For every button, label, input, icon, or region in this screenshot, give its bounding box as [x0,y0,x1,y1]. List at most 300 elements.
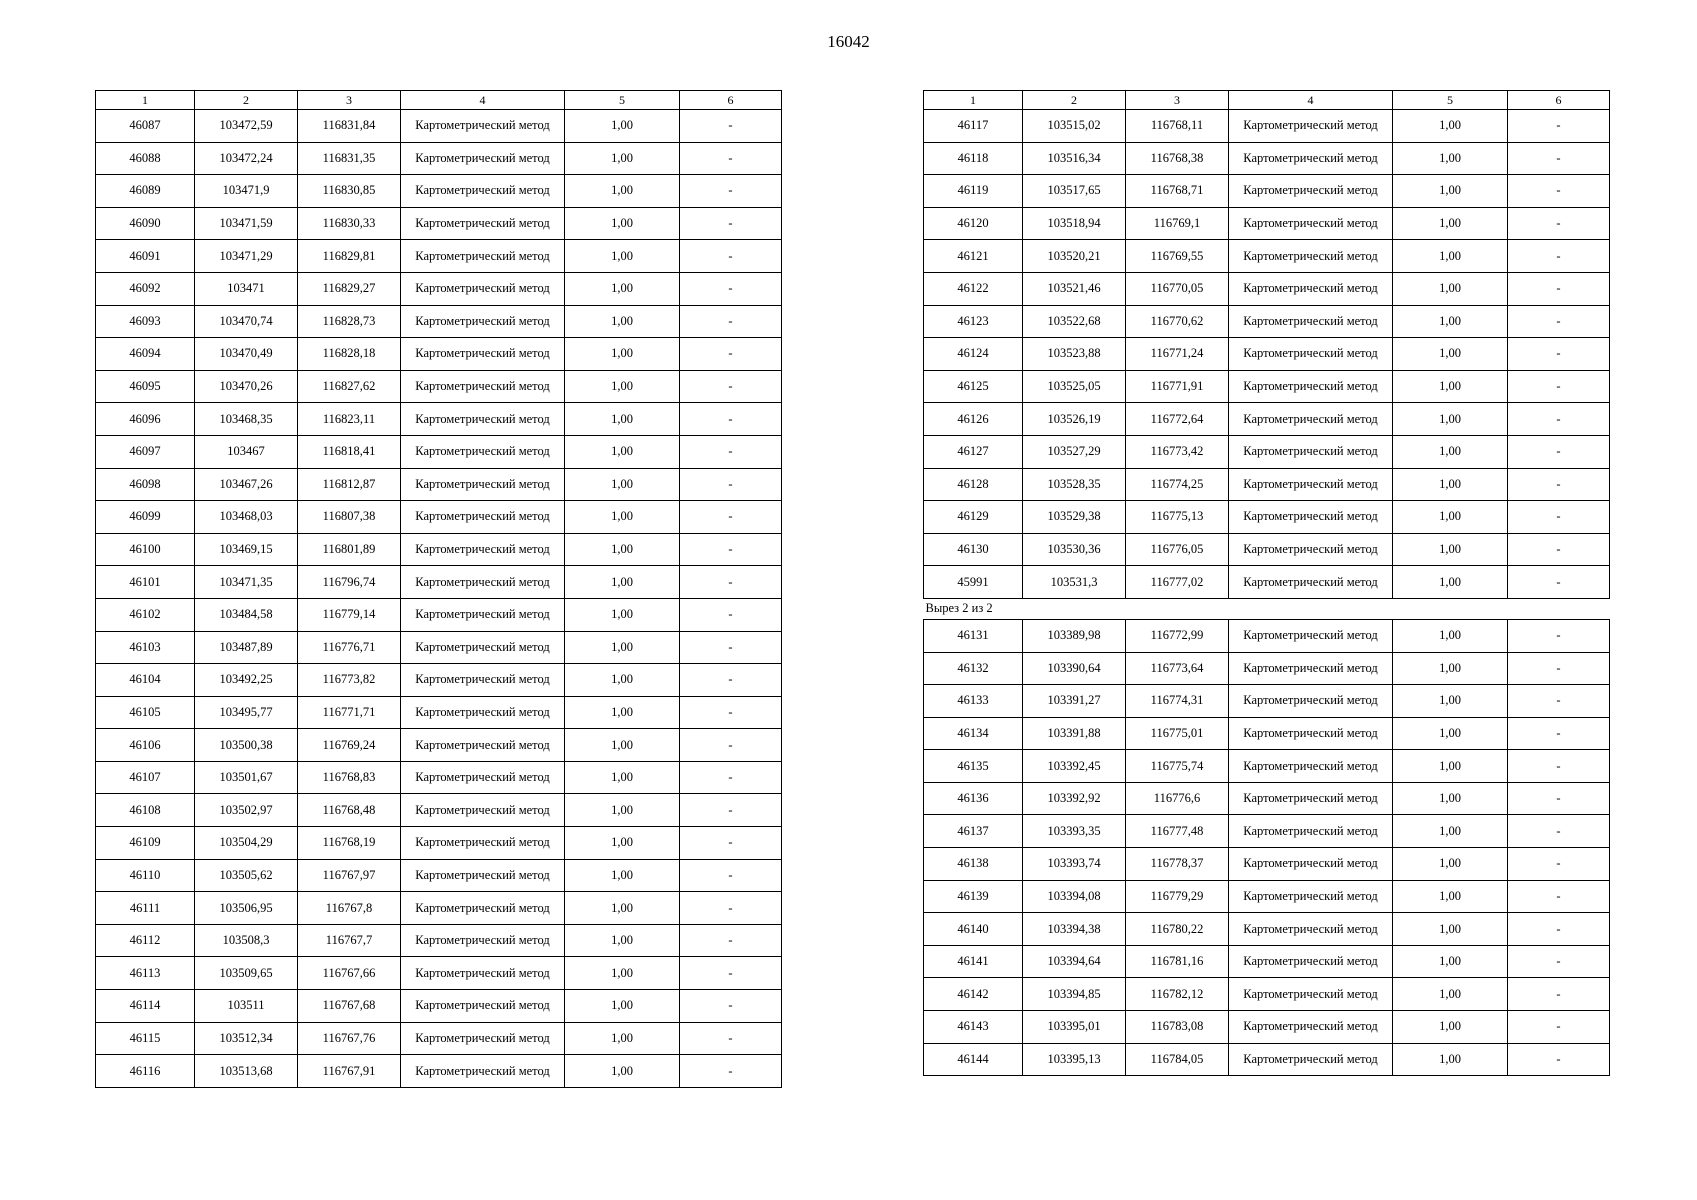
x-coordinate-cell: 103523,88 [1023,338,1126,371]
accuracy-cell: 1,00 [565,990,680,1023]
accuracy-cell: 1,00 [1393,110,1508,143]
x-coordinate-cell: 103502,97 [195,794,298,827]
description-cell: - [1508,305,1610,338]
method-cell: Картометрический метод [1229,717,1393,750]
y-coordinate-cell: 116780,22 [1126,913,1229,946]
x-coordinate-cell: 103529,38 [1023,501,1126,534]
description-cell: - [1508,468,1610,501]
accuracy-cell: 1,00 [565,240,680,273]
point-number-cell: 46102 [96,598,195,631]
accuracy-cell: 1,00 [1393,566,1508,599]
table-row [96,827,782,860]
description-cell: - [1508,1011,1610,1044]
coordinates-table-left [95,90,782,1088]
method-cell: Картометрический метод [1229,685,1393,718]
x-coordinate-cell: 103531,3 [1023,566,1126,599]
method-cell: Картометрический метод [401,729,565,762]
y-coordinate-cell: 116767,91 [298,1055,401,1088]
y-coordinate-cell: 116779,14 [298,598,401,631]
method-cell: Картометрический метод [401,696,565,729]
x-coordinate-cell: 103467,26 [195,468,298,501]
table-row [924,782,1610,815]
description-cell: - [680,1055,782,1088]
y-coordinate-cell: 116777,48 [1126,815,1229,848]
point-number-cell: 46088 [96,142,195,175]
y-coordinate-cell: 116783,08 [1126,1011,1229,1044]
description-cell: - [1508,533,1610,566]
method-cell: Картометрический метод [401,827,565,860]
y-coordinate-cell: 116829,81 [298,240,401,273]
accuracy-cell: 1,00 [1393,945,1508,978]
accuracy-cell: 1,00 [565,175,680,208]
y-coordinate-cell: 116828,73 [298,305,401,338]
accuracy-cell: 1,00 [565,468,680,501]
table-row [96,598,782,631]
point-number-cell: 46127 [924,435,1023,468]
point-number-cell: 46139 [924,880,1023,913]
table-row [924,945,1610,978]
method-cell: Картометрический метод [401,892,565,925]
y-coordinate-cell: 116775,01 [1126,717,1229,750]
table-row [924,240,1610,273]
y-coordinate-cell: 116801,89 [298,533,401,566]
x-coordinate-cell: 103472,24 [195,142,298,175]
description-cell: - [680,403,782,436]
accuracy-cell: 1,00 [1393,501,1508,534]
point-number-cell: 46119 [924,175,1023,208]
description-cell: - [680,892,782,925]
point-number-cell: 46110 [96,859,195,892]
point-number-cell: 46115 [96,1022,195,1055]
x-coordinate-cell: 103393,35 [1023,815,1126,848]
description-cell: - [680,435,782,468]
method-cell: Картометрический метод [1229,110,1393,143]
x-coordinate-cell: 103509,65 [195,957,298,990]
description-cell: - [680,794,782,827]
point-number-cell: 46108 [96,794,195,827]
point-number-cell: 46111 [96,892,195,925]
table-row [96,990,782,1023]
accuracy-cell: 1,00 [565,272,680,305]
point-number-cell: 46099 [96,501,195,534]
method-cell: Картометрический метод [1229,533,1393,566]
method-cell: Картометрический метод [401,761,565,794]
table-row [96,435,782,468]
table-row [96,761,782,794]
column-header: 3 [1126,91,1229,110]
method-cell: Картометрический метод [1229,1043,1393,1076]
description-cell: - [1508,272,1610,305]
table-row [924,685,1610,718]
description-cell: - [680,761,782,794]
method-cell: Картометрический метод [401,631,565,664]
y-coordinate-cell: 116767,97 [298,859,401,892]
point-number-cell: 46118 [924,142,1023,175]
method-cell: Картометрический метод [1229,501,1393,534]
accuracy-cell: 1,00 [565,729,680,762]
description-cell: - [680,729,782,762]
method-cell: Картометрический метод [401,990,565,1023]
y-coordinate-cell: 116771,24 [1126,338,1229,371]
point-number-cell: 46133 [924,685,1023,718]
method-cell: Картометрический метод [1229,338,1393,371]
point-number-cell: 46142 [924,978,1023,1011]
accuracy-cell: 1,00 [565,305,680,338]
method-cell: Картометрический метод [1229,880,1393,913]
point-number-cell: 46116 [96,1055,195,1088]
table-row [96,696,782,729]
accuracy-cell: 1,00 [565,142,680,175]
point-number-cell: 46114 [96,990,195,1023]
table-row [924,142,1610,175]
x-coordinate-cell: 103391,27 [1023,685,1126,718]
point-number-cell: 46137 [924,815,1023,848]
accuracy-cell: 1,00 [1393,435,1508,468]
description-cell: - [1508,782,1610,815]
x-coordinate-cell: 103394,08 [1023,880,1126,913]
y-coordinate-cell: 116776,6 [1126,782,1229,815]
accuracy-cell: 1,00 [1393,1043,1508,1076]
y-coordinate-cell: 116770,05 [1126,272,1229,305]
accuracy-cell: 1,00 [565,761,680,794]
point-number-cell: 46131 [924,619,1023,652]
column-header: 6 [1508,91,1610,110]
description-cell: - [680,990,782,1023]
point-number-cell: 46087 [96,110,195,143]
y-coordinate-cell: 116768,11 [1126,110,1229,143]
method-cell: Картометрический метод [401,142,565,175]
table-row [924,403,1610,436]
column-header: 6 [680,91,782,110]
description-cell: - [680,272,782,305]
x-coordinate-cell: 103471 [195,272,298,305]
table-row [96,272,782,305]
table-row [96,533,782,566]
y-coordinate-cell: 116772,99 [1126,619,1229,652]
coordinates-table-right [923,90,1610,1076]
table-row [924,533,1610,566]
accuracy-cell: 1,00 [565,794,680,827]
point-number-cell: 46101 [96,566,195,599]
description-cell: - [1508,338,1610,371]
method-cell: Картометрический метод [401,370,565,403]
description-cell: - [680,827,782,860]
accuracy-cell: 1,00 [1393,272,1508,305]
method-cell: Картометрический метод [401,1022,565,1055]
table-row [96,468,782,501]
accuracy-cell: 1,00 [565,1055,680,1088]
column-header: 1 [96,91,195,110]
method-cell: Картометрический метод [1229,652,1393,685]
description-cell: - [1508,750,1610,783]
y-coordinate-cell: 116831,84 [298,110,401,143]
point-number-cell: 46109 [96,827,195,860]
table-row [96,338,782,371]
accuracy-cell: 1,00 [1393,652,1508,685]
header-row [924,91,1610,110]
column-header: 2 [1023,91,1126,110]
accuracy-cell: 1,00 [565,566,680,599]
description-cell: - [680,631,782,664]
accuracy-cell: 1,00 [565,1022,680,1055]
accuracy-cell: 1,00 [1393,142,1508,175]
table-row [924,370,1610,403]
x-coordinate-cell: 103518,94 [1023,207,1126,240]
x-coordinate-cell: 103389,98 [1023,619,1126,652]
table-row [96,1022,782,1055]
y-coordinate-cell: 116776,71 [298,631,401,664]
y-coordinate-cell: 116831,35 [298,142,401,175]
table-row [924,175,1610,208]
table-row [924,566,1610,599]
table-row [924,978,1610,1011]
accuracy-cell: 1,00 [1393,619,1508,652]
description-cell: - [1508,978,1610,1011]
description-cell: - [1508,848,1610,881]
accuracy-cell: 1,00 [565,403,680,436]
x-coordinate-cell: 103394,64 [1023,945,1126,978]
table-row [924,272,1610,305]
x-coordinate-cell: 103484,58 [195,598,298,631]
column-header: 2 [195,91,298,110]
method-cell: Картометрический метод [1229,782,1393,815]
x-coordinate-cell: 103492,25 [195,664,298,697]
accuracy-cell: 1,00 [1393,848,1508,881]
table-row [924,338,1610,371]
table-row [924,110,1610,143]
description-cell: - [680,859,782,892]
table-row [924,1043,1610,1076]
description-cell: - [680,110,782,143]
description-cell: - [1508,370,1610,403]
accuracy-cell: 1,00 [1393,533,1508,566]
method-cell: Картометрический метод [401,598,565,631]
method-cell: Картометрический метод [1229,619,1393,652]
accuracy-cell: 1,00 [1393,175,1508,208]
description-cell: - [680,207,782,240]
accuracy-cell: 1,00 [1393,685,1508,718]
point-number-cell: 46128 [924,468,1023,501]
accuracy-cell: 1,00 [1393,913,1508,946]
x-coordinate-cell: 103511 [195,990,298,1023]
accuracy-cell: 1,00 [1393,403,1508,436]
y-coordinate-cell: 116769,55 [1126,240,1229,273]
accuracy-cell: 1,00 [1393,880,1508,913]
x-coordinate-cell: 103395,01 [1023,1011,1126,1044]
method-cell: Картометрический метод [401,501,565,534]
y-coordinate-cell: 116782,12 [1126,978,1229,1011]
accuracy-cell: 1,00 [565,435,680,468]
x-coordinate-cell: 103525,05 [1023,370,1126,403]
point-number-cell: 46112 [96,924,195,957]
y-coordinate-cell: 116767,7 [298,924,401,957]
column-header: 4 [401,91,565,110]
point-number-cell: 46100 [96,533,195,566]
y-coordinate-cell: 116768,48 [298,794,401,827]
table-row [924,468,1610,501]
x-coordinate-cell: 103392,92 [1023,782,1126,815]
method-cell: Картометрический метод [1229,815,1393,848]
y-coordinate-cell: 116777,02 [1126,566,1229,599]
method-cell: Картометрический метод [401,957,565,990]
method-cell: Картометрический метод [401,305,565,338]
accuracy-cell: 1,00 [1393,978,1508,1011]
accuracy-cell: 1,00 [1393,370,1508,403]
x-coordinate-cell: 103530,36 [1023,533,1126,566]
point-number-cell: 46089 [96,175,195,208]
method-cell: Картометрический метод [1229,945,1393,978]
method-cell: Картометрический метод [1229,435,1393,468]
description-cell: - [1508,945,1610,978]
x-coordinate-cell: 103394,85 [1023,978,1126,1011]
point-number-cell: 46126 [924,403,1023,436]
y-coordinate-cell: 116781,16 [1126,945,1229,978]
table-row [96,305,782,338]
y-coordinate-cell: 116775,13 [1126,501,1229,534]
y-coordinate-cell: 116778,37 [1126,848,1229,881]
accuracy-cell: 1,00 [565,696,680,729]
method-cell: Картометрический метод [1229,142,1393,175]
method-cell: Картометрический метод [401,207,565,240]
accuracy-cell: 1,00 [1393,305,1508,338]
description-cell: - [680,957,782,990]
point-number-cell: 46123 [924,305,1023,338]
accuracy-cell: 1,00 [565,598,680,631]
y-coordinate-cell: 116767,76 [298,1022,401,1055]
y-coordinate-cell: 116773,82 [298,664,401,697]
table-row [924,815,1610,848]
accuracy-cell: 1,00 [1393,338,1508,371]
point-number-cell: 46136 [924,782,1023,815]
y-coordinate-cell: 116767,66 [298,957,401,990]
table-row [96,142,782,175]
point-number-cell: 46144 [924,1043,1023,1076]
point-number-cell: 46093 [96,305,195,338]
y-coordinate-cell: 116818,41 [298,435,401,468]
accuracy-cell: 1,00 [1393,468,1508,501]
table-row [924,848,1610,881]
y-coordinate-cell: 116775,74 [1126,750,1229,783]
table-row [924,750,1610,783]
description-cell: - [1508,717,1610,750]
description-cell: - [680,305,782,338]
point-number-cell: 46104 [96,664,195,697]
method-cell: Картометрический метод [1229,403,1393,436]
point-number-cell: 46091 [96,240,195,273]
accuracy-cell: 1,00 [565,827,680,860]
description-cell: - [1508,815,1610,848]
y-coordinate-cell: 116784,05 [1126,1043,1229,1076]
point-number-cell: 46138 [924,848,1023,881]
column-header: 4 [1229,91,1393,110]
method-cell: Картометрический метод [1229,750,1393,783]
y-coordinate-cell: 116768,83 [298,761,401,794]
method-cell: Картометрический метод [1229,468,1393,501]
point-number-cell: 46113 [96,957,195,990]
y-coordinate-cell: 116768,38 [1126,142,1229,175]
point-number-cell: 46094 [96,338,195,371]
description-cell: - [680,696,782,729]
table-row [924,652,1610,685]
y-coordinate-cell: 116771,91 [1126,370,1229,403]
page-number: 16042 [827,32,870,51]
description-cell: - [680,664,782,697]
point-number-cell: 46105 [96,696,195,729]
description-cell: - [680,338,782,371]
table-row [96,729,782,762]
accuracy-cell: 1,00 [1393,1011,1508,1044]
method-cell: Картометрический метод [401,338,565,371]
section-row [924,598,1610,619]
table-row [96,501,782,534]
x-coordinate-cell: 103471,9 [195,175,298,208]
y-coordinate-cell: 116772,64 [1126,403,1229,436]
x-coordinate-cell: 103504,29 [195,827,298,860]
point-number-cell: 46120 [924,207,1023,240]
method-cell: Картометрический метод [1229,848,1393,881]
description-cell: - [1508,501,1610,534]
x-coordinate-cell: 103501,67 [195,761,298,794]
point-number-cell: 46117 [924,110,1023,143]
y-coordinate-cell: 116773,42 [1126,435,1229,468]
table-row [96,924,782,957]
x-coordinate-cell: 103467 [195,435,298,468]
accuracy-cell: 1,00 [565,924,680,957]
description-cell: - [1508,913,1610,946]
description-cell: - [680,1022,782,1055]
description-cell: - [680,175,782,208]
x-coordinate-cell: 103495,77 [195,696,298,729]
accuracy-cell: 1,00 [565,631,680,664]
x-coordinate-cell: 103513,68 [195,1055,298,1088]
accuracy-cell: 1,00 [1393,750,1508,783]
x-coordinate-cell: 103516,34 [1023,142,1126,175]
method-cell: Картометрический метод [401,1055,565,1088]
table-row [96,175,782,208]
x-coordinate-cell: 103394,38 [1023,913,1126,946]
method-cell: Картометрический метод [1229,1011,1393,1044]
method-cell: Картометрический метод [1229,913,1393,946]
description-cell: - [1508,880,1610,913]
method-cell: Картометрический метод [401,175,565,208]
table-row [96,207,782,240]
point-number-cell: 46092 [96,272,195,305]
point-number-cell: 46096 [96,403,195,436]
y-coordinate-cell: 116830,85 [298,175,401,208]
x-coordinate-cell: 103390,64 [1023,652,1126,685]
x-coordinate-cell: 103512,34 [195,1022,298,1055]
column-header: 5 [565,91,680,110]
y-coordinate-cell: 116779,29 [1126,880,1229,913]
x-coordinate-cell: 103506,95 [195,892,298,925]
description-cell: - [680,142,782,175]
header-row [96,91,782,110]
x-coordinate-cell: 103508,3 [195,924,298,957]
point-number-cell: 46124 [924,338,1023,371]
method-cell: Картометрический метод [1229,305,1393,338]
point-number-cell: 46129 [924,501,1023,534]
x-coordinate-cell: 103517,65 [1023,175,1126,208]
table-row [96,664,782,697]
point-number-cell: 46103 [96,631,195,664]
point-number-cell: 46141 [924,945,1023,978]
column-header: 3 [298,91,401,110]
accuracy-cell: 1,00 [565,370,680,403]
x-coordinate-cell: 103471,29 [195,240,298,273]
point-number-cell: 46135 [924,750,1023,783]
table-row [96,370,782,403]
y-coordinate-cell: 116768,19 [298,827,401,860]
